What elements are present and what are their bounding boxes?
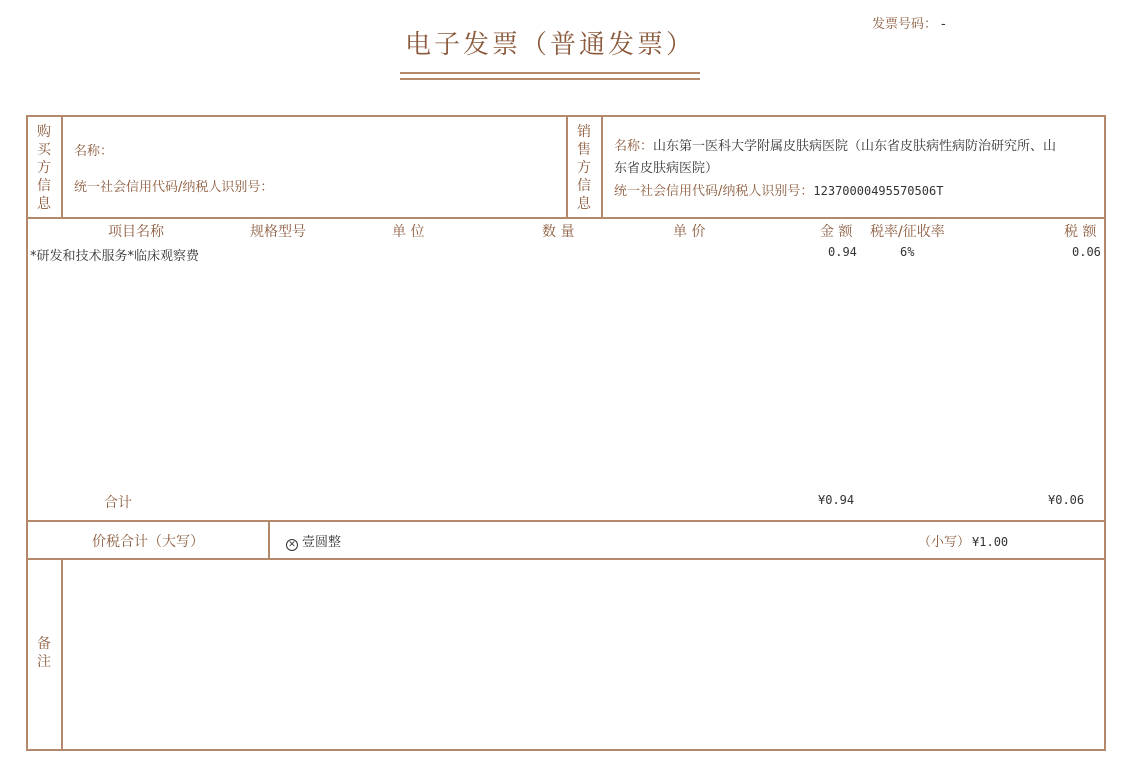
invoice-title: 电子发票（普通发票） <box>404 30 695 60</box>
seller-label-char: 息 <box>577 196 591 212</box>
total-label: 合计 <box>104 495 132 511</box>
item-amount-cell: 0.94 <box>828 245 857 259</box>
total-amount: ¥0.94 <box>818 493 855 507</box>
seller-label-char: 售 <box>577 142 591 158</box>
remarks-label-char: 注 <box>37 654 51 670</box>
buyer-section-label <box>34 123 54 213</box>
item-tax-cell: 0.06 <box>1072 245 1101 259</box>
grand-total-uppercase-value: 壹圆整 <box>302 535 342 550</box>
header-tax-rate: 税率/征收率 <box>870 224 945 240</box>
seller-label-char: 信 <box>577 178 591 194</box>
divider-items <box>28 520 1104 522</box>
invoice-frame <box>26 115 1106 751</box>
buyer-label-char: 信 <box>37 178 51 194</box>
seller-tax-id-value: 12370000495570506T <box>813 184 944 198</box>
buyer-label-char: 方 <box>37 160 51 176</box>
grand-total-small-label: （小写） <box>918 535 971 550</box>
title-underline-top <box>400 72 700 74</box>
invoice-number <box>872 13 946 32</box>
header-tax: 税 额 <box>1064 224 1097 240</box>
buyer-label-char: 买 <box>37 142 51 158</box>
seller-label-char: 销 <box>577 124 591 140</box>
circled-x-icon: ✕ <box>286 539 298 551</box>
grand-total-label: 价税合计（大写） <box>92 534 204 550</box>
seller-name-value-line2: 东省皮肤病医院） <box>614 161 719 176</box>
title-underline-bottom <box>400 78 700 80</box>
header-unit: 单 位 <box>392 224 425 240</box>
seller-section-label <box>574 123 594 213</box>
buyer-label-divider <box>61 117 63 217</box>
total-tax: ¥0.06 <box>1048 493 1085 507</box>
buyer-label-char: 息 <box>37 196 51 212</box>
grand-total-small-value: ¥1.00 <box>972 535 1009 549</box>
seller-tax-id-label: 统一社会信用代码/纳税人识别号： <box>614 184 814 199</box>
party-divider <box>566 117 568 217</box>
invoice-number-value: - <box>941 17 946 32</box>
seller-name-value-line1: 山东第一医科大学附属皮肤病医院（山东省皮肤病性病防治研究所、山 <box>653 139 1057 154</box>
remarks-label-divider <box>61 558 63 751</box>
seller-name-label: 名称： <box>614 139 654 154</box>
seller-name <box>614 138 1056 156</box>
seller-label-divider <box>601 117 603 217</box>
grand-total-small <box>918 531 1008 550</box>
divider-total <box>28 558 1104 560</box>
buyer-label-char: 购 <box>37 124 51 140</box>
header-amount: 金 额 <box>820 224 853 240</box>
header-quantity: 数 量 <box>542 224 575 240</box>
buyer-name-label: 名称： <box>74 144 114 159</box>
remarks-label <box>34 635 54 671</box>
header-spec: 规格型号 <box>250 224 306 240</box>
grand-total-uppercase <box>286 531 341 551</box>
buyer-name <box>74 143 113 161</box>
header-item-name: 项目名称 <box>108 224 164 240</box>
header-price: 单 价 <box>673 224 706 240</box>
divider-party <box>28 217 1104 219</box>
item-name-cell: *研发和技术服务*临床观察费 <box>30 249 200 264</box>
buyer-tax-id-label: 统一社会信用代码/纳税人识别号： <box>74 180 274 195</box>
seller-label-char: 方 <box>577 160 591 176</box>
item-tax-rate-cell: 6% <box>900 245 915 259</box>
buyer-tax-id <box>74 179 273 197</box>
invoice-number-label: 发票号码： <box>872 17 938 32</box>
grand-total-divider <box>268 520 270 558</box>
seller-tax-id <box>614 182 943 201</box>
seller-name-line2 <box>614 160 718 178</box>
remarks-label-char: 备 <box>37 636 51 652</box>
